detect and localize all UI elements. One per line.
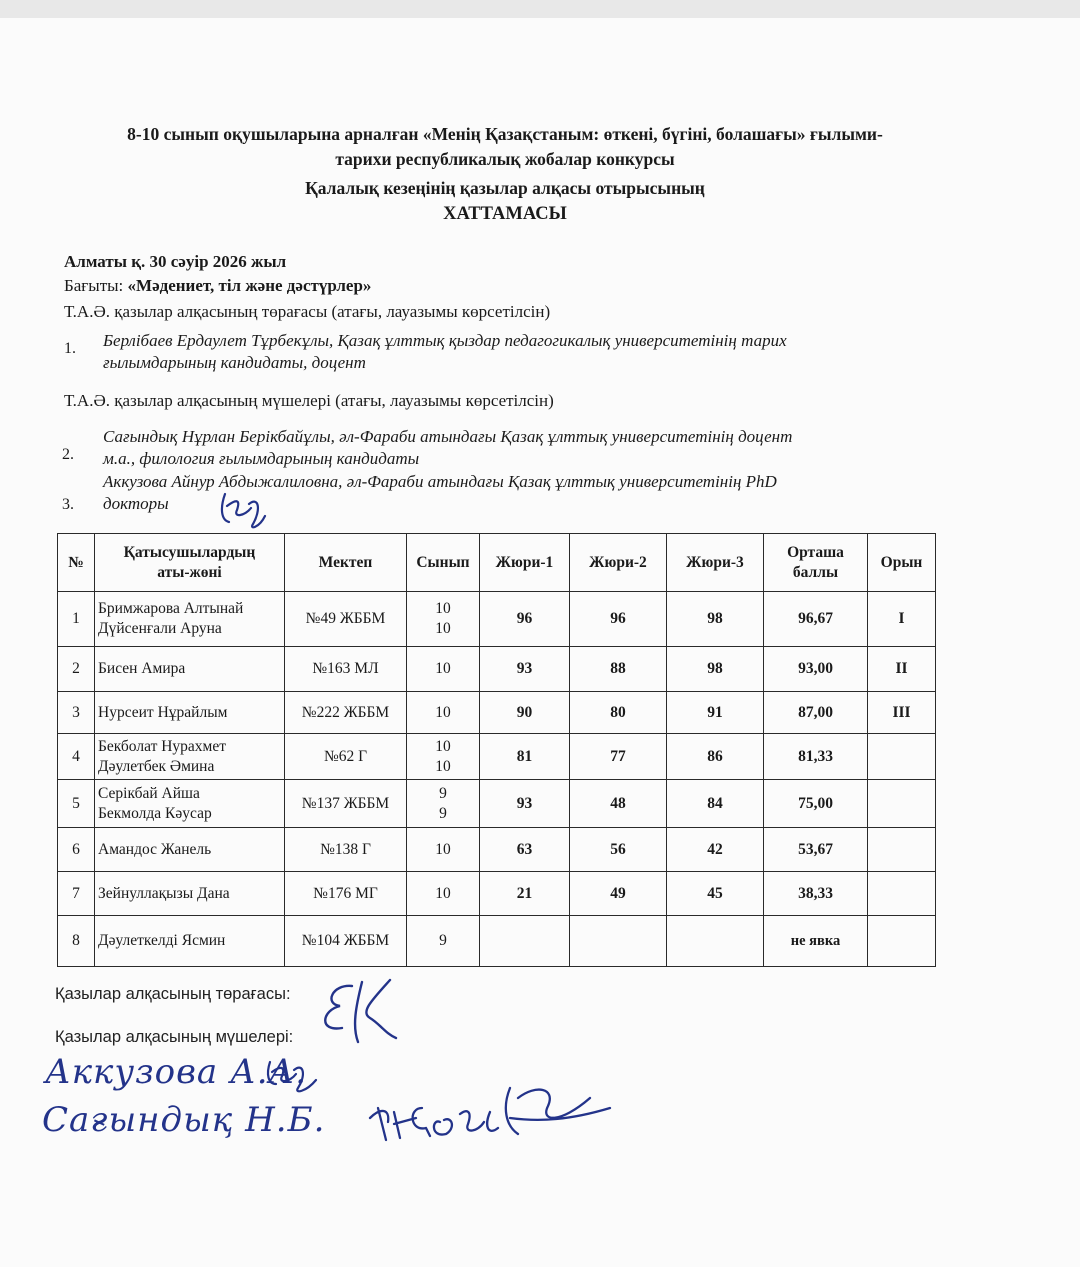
document-page: [0, 18, 1080, 1267]
table-row: [58, 872, 936, 916]
doc-title-line-4: ХАТТАМАСЫ: [443, 204, 567, 224]
cell-name-2: Бекмолда Кәусар: [98, 804, 212, 822]
cell-name-2: Дәулетбек Әмина: [98, 757, 215, 775]
members-signature-label: Қазылар алқасының мүшелері:: [55, 1028, 294, 1046]
cell-school: №222 ЖББМ: [285, 692, 407, 734]
cell-place: [868, 872, 936, 916]
place-date: Алматы қ. 30 сәуір 2026 жыл: [64, 252, 287, 271]
cell-grade: [407, 734, 480, 780]
cell-average: 96,67: [764, 592, 868, 647]
cell-no: 4: [58, 734, 95, 780]
cell-name-2: Дүйсенғали Аруна: [98, 620, 222, 637]
cell-jury2: 56: [570, 828, 667, 872]
cell-grade-2: 9: [439, 804, 447, 822]
cell-grade: [407, 592, 480, 647]
cell-name: [95, 592, 285, 647]
table-row: [58, 647, 936, 692]
cell-grade-1: 9: [439, 784, 447, 802]
col-header-avg-line1: Орташа: [787, 543, 844, 561]
cell-name: Нурсеит Нұрайлым: [95, 692, 285, 734]
cell-no: 7: [58, 872, 95, 916]
cell-school: №137 ЖББМ: [285, 780, 407, 828]
cell-place: III: [868, 692, 936, 734]
cell-no: 3: [58, 692, 95, 734]
cell-school: №62 Г: [285, 734, 407, 780]
col-header-jury3: Жюри-3: [667, 534, 764, 592]
results-table: [57, 533, 936, 967]
cell-place: [868, 828, 936, 872]
jury-3-line-2: докторы: [103, 494, 169, 513]
cell-jury2: 80: [570, 692, 667, 734]
chair-signature: [312, 976, 402, 1046]
handwritten-member-2: Сағындық Н.Б.: [42, 1100, 326, 1140]
col-header-jury2: Жюри-2: [570, 534, 667, 592]
col-header-name: [95, 534, 285, 592]
cell-name: Бисен Амира: [95, 647, 285, 692]
cell-jury3: 98: [667, 647, 764, 692]
direction-value: «Мәдениет, тіл және дәстүрлер»: [127, 276, 372, 295]
cell-name-1: Серікбай Айша: [98, 784, 200, 802]
cell-grade-2: 10: [435, 620, 451, 637]
cell-no: 5: [58, 780, 95, 828]
cell-average: 53,67: [764, 828, 868, 872]
cell-place: II: [868, 647, 936, 692]
cell-name: [95, 734, 285, 780]
cell-grade-2: 10: [435, 757, 451, 775]
cell-school: №104 ЖББМ: [285, 916, 407, 967]
cell-jury1: 96: [480, 592, 570, 647]
cell-school: №163 МЛ: [285, 647, 407, 692]
member-1-signature: [262, 1054, 322, 1096]
col-header-grade: Сынып: [407, 534, 480, 592]
col-header-place: Орын: [868, 534, 936, 592]
cell-school: №176 МГ: [285, 872, 407, 916]
jury-2-line-1: Сағындық Нұрлан Берікбайұлы, әл-Фараби атындағы Қазақ ұлттық университетінің доцент: [103, 427, 793, 446]
jury-1-line-2: ғылымдарының кандидаты, доцент: [103, 353, 366, 372]
cell-grade: 10: [407, 647, 480, 692]
col-header-no: №: [58, 534, 95, 592]
cell-grade: [407, 780, 480, 828]
cell-name: Дәулеткелді Ясмин: [95, 916, 285, 967]
cell-average: не явка: [764, 916, 868, 967]
cell-jury3: 91: [667, 692, 764, 734]
cell-jury1: 81: [480, 734, 570, 780]
cell-jury2: 49: [570, 872, 667, 916]
cell-jury3: 98: [667, 592, 764, 647]
direction-label: Бағыты:: [64, 276, 128, 295]
member-2-signature: [360, 1078, 620, 1153]
table-row: [58, 828, 936, 872]
cell-jury1: 93: [480, 647, 570, 692]
cell-no: 1: [58, 592, 95, 647]
direction: [64, 275, 371, 297]
table-row: [58, 592, 936, 647]
cell-average: 38,33: [764, 872, 868, 916]
doc-title-line-3: Қалалық кезеңінің қазылар алқасы отырысының: [305, 178, 705, 198]
cell-jury3: 42: [667, 828, 764, 872]
table-row: [58, 692, 936, 734]
cell-place: [868, 916, 936, 967]
jury-number-3: 3.: [62, 496, 74, 513]
jury-3-line-1: Аккузова Айнур Абдыжалиловна, әл-Фараби атындағы Қазақ ұлттық университетінің PhD: [103, 472, 777, 491]
cell-jury1: 90: [480, 692, 570, 734]
cell-average: 75,00: [764, 780, 868, 828]
cell-jury1: 63: [480, 828, 570, 872]
handwritten-member-1: Аккузова А.А.: [45, 1052, 308, 1092]
viewer-top-bar: [0, 0, 1080, 18]
cell-no: 2: [58, 647, 95, 692]
col-header-average: [764, 534, 868, 592]
cell-name: Амандос Жанель: [95, 828, 285, 872]
cell-school: №138 Г: [285, 828, 407, 872]
cell-no: 8: [58, 916, 95, 967]
cell-jury2: 96: [570, 592, 667, 647]
cell-average: 87,00: [764, 692, 868, 734]
cell-jury2: 48: [570, 780, 667, 828]
cell-grade-1: 10: [435, 737, 451, 755]
table-header-row: [58, 534, 936, 592]
cell-name: [95, 780, 285, 828]
cell-grade-1: 10: [435, 600, 451, 617]
cell-jury3: 86: [667, 734, 764, 780]
cell-place: [868, 734, 936, 780]
jury-2-line-2: м.а., филология ғылымдарының кандидаты: [103, 449, 420, 468]
cell-jury2: [570, 916, 667, 967]
cell-grade: 10: [407, 872, 480, 916]
cell-jury2: 88: [570, 647, 667, 692]
cell-grade: 10: [407, 828, 480, 872]
cell-average: 93,00: [764, 647, 868, 692]
cell-name-1: Бримжарова Алтынай: [98, 600, 244, 617]
cell-no: 6: [58, 828, 95, 872]
table-row: [58, 780, 936, 828]
doc-title-line-2: тарихи республикалық жобалар конкурсы: [335, 149, 675, 169]
cell-place: [868, 780, 936, 828]
cell-average: 81,33: [764, 734, 868, 780]
table-row: [58, 916, 936, 967]
table-row: [58, 734, 936, 780]
cell-grade: 9: [407, 916, 480, 967]
jury-1-line-1: Берлібаев Ердаулет Тұрбекұлы, Қазақ ұлттық қыздар педагогикалық университетінің тарих: [103, 331, 787, 350]
col-header-jury1: Жюри-1: [480, 534, 570, 592]
chair-signature-label: Қазылар алқасының төрағасы:: [55, 985, 291, 1003]
cell-jury1: [480, 916, 570, 967]
col-header-name-line1: Қатысушылардың: [123, 543, 256, 561]
cell-grade: 10: [407, 692, 480, 734]
cell-school: №49 ЖББМ: [285, 592, 407, 647]
members-heading: Т.А.Ә. қазылар алқасының мүшелері (атағы, лауазымы көрсетілсін): [64, 391, 554, 410]
cell-jury1: 93: [480, 780, 570, 828]
col-header-avg-line2: баллы: [792, 563, 839, 581]
cell-jury3: [667, 916, 764, 967]
cell-place: I: [868, 592, 936, 647]
signature-mark-small: [215, 486, 270, 534]
jury-number-1: 1.: [64, 340, 76, 357]
cell-name-1: Бекболат Нурахмет: [98, 737, 227, 755]
cell-jury1: 21: [480, 872, 570, 916]
doc-title-line-1: 8-10 сынып оқушыларына арналған «Менің Қазақстаным: өткені, бүгіні, болашағы» ғылыми-: [127, 124, 883, 144]
col-header-name-line2: аты-жөні: [157, 563, 222, 581]
cell-name: Зейнуллақызы Дана: [95, 872, 285, 916]
chair-heading: Т.А.Ә. қазылар алқасының төрағасы (атағы, лауазымы көрсетілсін): [64, 302, 551, 321]
cell-jury3: 84: [667, 780, 764, 828]
col-header-school: Мектеп: [285, 534, 407, 592]
jury-number-2: 2.: [62, 446, 74, 463]
cell-jury3: 45: [667, 872, 764, 916]
cell-jury2: 77: [570, 734, 667, 780]
